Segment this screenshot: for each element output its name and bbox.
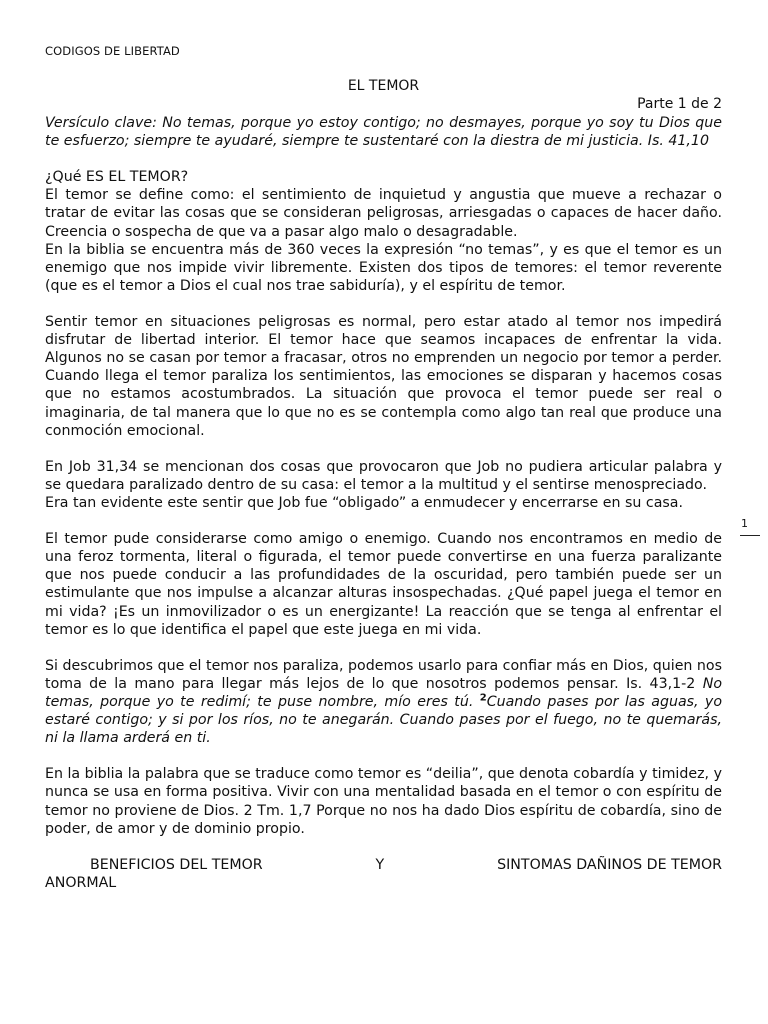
section-heading-middle: Y	[375, 856, 385, 873]
section-heading	[45, 856, 722, 874]
page-number-rule	[740, 535, 760, 536]
document-body	[45, 114, 722, 892]
paragraph-gap	[45, 838, 722, 856]
paragraph-gap	[45, 295, 722, 313]
paragraph-job: En Job 31,34 se mencionan dos cosas que provocaron que Job no pudiera articular palabra y se quedara paralizado dentro de su casa: el temor a la multitud y el sentirse menospreciado.	[45, 458, 722, 493]
running-header: CODIGOS DE LIBERTAD	[45, 44, 180, 58]
paragraph-gap	[45, 150, 722, 168]
paragraph-job-continued: Era tan evidente este sentir que Job fue “obligado” a enmudecer y encerrarse en su casa.	[45, 494, 683, 511]
section-question: ¿Qué ES EL TEMOR?	[45, 169, 189, 186]
part-indicator: Parte 1 de 2	[637, 96, 722, 112]
paragraph-gap	[45, 639, 722, 657]
isaiah-quote-part1: No temas, porque yo te redimí; te puse nombre, mío eres tú.	[45, 675, 722, 710]
verse-number: 2	[479, 692, 487, 704]
page-number: 1	[741, 517, 748, 530]
section-heading-continuation: ANORMAL	[45, 874, 117, 891]
isaiah-quote-part2: Cuando pases por las aguas, yo estaré contigo; y si por los ríos, no te anegarán. Cuando pases por el fuego, no te quemarás, ni la llama arderá en ti.	[45, 694, 722, 747]
document-title: EL TEMOR	[347, 78, 420, 94]
paragraph-trust-god-text: Si descubrimos que el temor nos paraliza, podemos usarlo para confiar más en Dios, quien nos toma de la mano para llegar más lejos de lo que nosotros podemos pensar. Is. 43,1-2	[45, 657, 722, 692]
section-heading-left: BENEFICIOS DEL TEMOR	[90, 856, 263, 873]
paragraph-bible-mentions: En la biblia se encuentra más de 360 veces la expresión “no temas”, y es que el temor es un enemigo que nos impide vivir libremente. Existen dos tipos de temores: el temor reverente (que es el temor a Dios el cual nos trae sabiduría), y el espíritu de temor.	[45, 241, 722, 294]
section-heading-right: SINTOMAS DAÑINOS DE TEMOR	[497, 856, 722, 873]
paragraph-normal-fear: Sentir temor en situaciones peligrosas es normal, pero estar atado al temor nos impedirá disfrutar de libertad interior. El temor hace que seamos incapaces de enfrentar la vida. Algunos no se casan por temor a fracasar, otros no emprenden un negocio por temor a perder. Cuando llega el temor paraliza los sentimientos, las emociones se disparan y hacemos cosas que no estamos acostumbrados. La situación que provoca el temor puede ser real o imaginaria, de tal manera que lo que no es se contempla como algo tan real que produce una conmoción emocional.	[45, 314, 722, 439]
paragraph-definition: El temor se define como: el sentimiento de inquietud y angustia que mueve a rechazar o tratar de evitar las cosas que se consideran peligrosas, arriesgadas o capaces de hacer daño. Creencia o sospecha de que va a pasar algo malo o desagradable.	[45, 187, 722, 240]
paragraph-gap	[45, 440, 722, 458]
paragraph-gap	[45, 747, 722, 765]
paragraph-trust-god	[45, 657, 722, 747]
paragraph-deilia: En la biblia la palabra que se traduce como temor es “deilia”, que denota cobardía y timidez, y nunca se usa en forma positiva. Vivir con una mentalidad basada en el temor o con espíritu de temor no proviene de Dios. 2 Tm. 1,7 Porque no nos ha dado Dios espíritu de cobardía, sino de poder, de amor y de dominio propio.	[45, 766, 722, 837]
key-verse: Versículo clave: No temas, porque yo estoy contigo; no desmayes, porque yo soy tu Dios que te esfuerzo; siempre te ayudaré, siempre te sustentaré con la diestra de mi justicia. Is. 41,10	[45, 115, 722, 150]
paragraph-friend-or-enemy: El temor pude considerarse como amigo o enemigo. Cuando nos encontramos en medio de una feroz tormenta, literal o figurada, el temor puede convertirse en una fuerza paralizante que nos puede conducir a las profundidades de la oscuridad, pero también puede ser un estimulante que nos impulse a alcanzar alturas insospechadas. ¿Qué papel juega el temor en mi vida? ¡Es un inmovilizador o es un energizante! La reacción que se tenga al enfrentar el temor es lo que identifica el papel que este juega en mi vida.	[45, 531, 722, 638]
paragraph-gap	[45, 512, 722, 530]
